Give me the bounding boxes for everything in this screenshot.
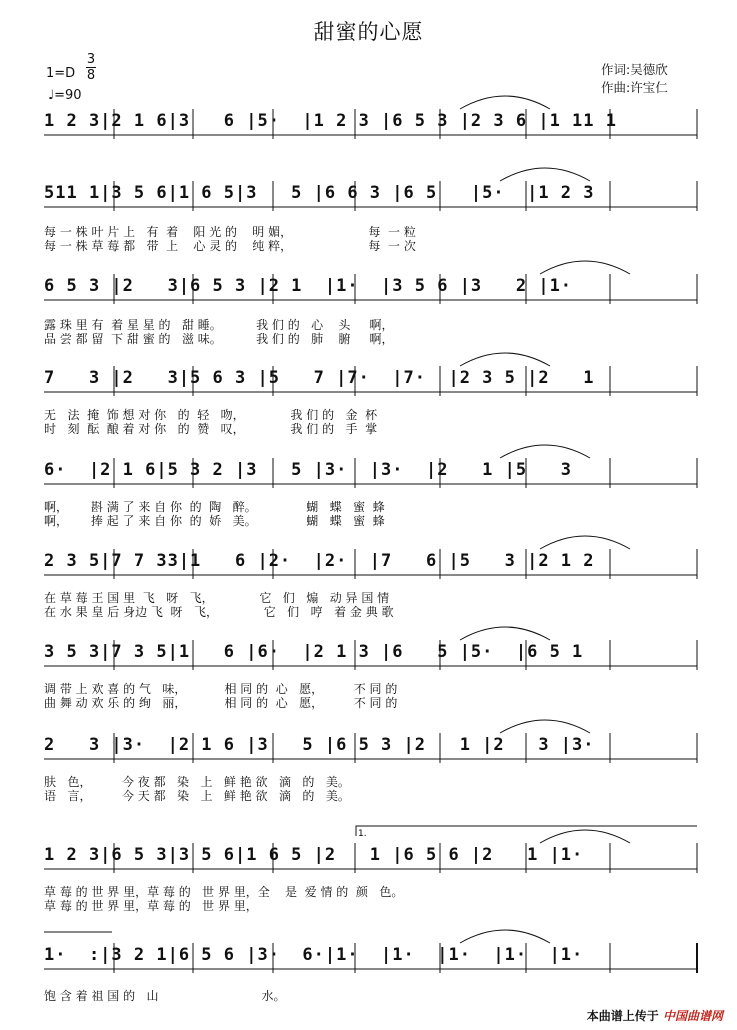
key-signature: 1=D [46,66,76,81]
note-line-1: 1 2 3|2 1 6|3 6 |5· |1 2 3 |6 5 3 |2 3 6 |1 11 1 [44,111,617,131]
lyric-line-6-2: 在 水 果 皇 后 身边 飞 呀 飞， 它 们 哼 着 金 典 歌 [44,605,394,619]
upload-footer [587,1007,723,1024]
lyric-line-9-2: 草 莓 的 世 界 里，草 莓 的 世 界 里， [44,899,258,913]
lyric-line-4-1: 无 法 掩 饰 想 对 你 的 轻 吻， 我 们 的 金 杯 [44,408,378,422]
site-logo: 中国曲谱网 [662,1009,723,1023]
tie-arc [540,261,630,274]
lyric-line-5-1: 啊， 斟 满 了 来 自 你 的 陶 醉。 蝴 蝶 蜜 蜂 [44,500,385,514]
lyricist-credit: 作词:吴德欣 [601,62,668,77]
tie-arc [540,536,630,549]
tie-arc [460,96,550,109]
lyric-line-3-2: 品 尝 都 留 下 甜 蜜 的 滋 味。 我 们 的 肺 腑 啊， [44,332,394,346]
time-signature [86,52,96,83]
tie-arc [540,830,630,843]
tie-arc [500,445,590,458]
lyric-line-8-2: 语 言， 今 天 都 染 上 鲜 艳 欲 滴 的 美。 [44,789,350,803]
tie-arc [500,168,590,181]
volta-bracket [356,826,697,836]
footer-text: 本曲谱上传于 [586,1009,659,1023]
tempo-mark: ♩=90 [48,88,82,103]
note-line-5: 6· |2 1 6|5 3 2 |3 5 |3· |3· |2 1 |5 3 [44,460,573,480]
note-line-8: 2 3 |3· |2 1 6 |3 5 |6 5 3 |2 1 |2 3 |3· [44,735,595,755]
tempo-value: =90 [54,88,82,103]
tie-arc [460,930,550,943]
lyric-line-2-2: 每 一 株 草 莓 都 带 上 心 灵 的 纯 粹， 每 一 次 [44,239,416,253]
lyric-line-4-2: 时 刻 酝 酿 着 对 你 的 赞 叹， 我 们 的 手 掌 [44,422,378,436]
lyric-line-2-1: 每 一 株 叶 片 上 有 着 阳 光 的 明 媚， 每 一 粒 [44,225,416,239]
note-line-4: 7 3 |2 3|5 6 3 |5 7 |7· |7· |2 3 5 |2 1 [44,368,595,388]
tie-arc [500,720,590,733]
lyric-line-7-2: 曲 舞 动 欢 乐 的 绚 丽， 相 同 的 心 愿， 不 同 的 [44,696,398,710]
note-line-6: 2 3 5|7 7 33|1 6 |2· |2· |7 6 |5 3 |2 1 2 [44,551,595,571]
note-line-3: 6 5 3 |2 3|6 5 3 |2 1 |1· |3 5 6 |3 2 |1· [44,276,573,296]
note-line-9: 1 2 3|6 5 3|3 5 6|1 6 5 |2 1 |6 5 6 |2 1 |1· [44,845,584,865]
volta-label: 1. [358,829,367,839]
lyric-line-8-1: 肤 色， 今 夜 都 染 上 鲜 艳 欲 滴 的 美。 [44,775,350,789]
meter-bottom: 8 [86,68,96,83]
note-line-2: 511 1|3 5 6|1 6 5|3 5 |6 6 3 |6 5 |5· |1 2 3 [44,183,595,203]
lyric-line-3-1: 露 珠 里 有 着 星 星 的 甜 睡。 我 们 的 心 头 啊， [44,318,394,332]
song-title: 甜蜜的心愿 [313,20,424,44]
lyric-line-6-1: 在 草 莓 王 国 里 飞 呀 飞， 它 们 煽 动 异 国 情 [44,591,390,605]
meter-top: 3 [86,52,96,67]
composer-credit: 作曲:许宝仁 [601,80,668,95]
tie-arc [460,353,550,366]
lyric-line-10-1: 饱 含 着 祖 国 的 山 水。 [44,989,286,1003]
note-line-7: 3 5 3|7 3 5|1 6 |6· |2 1 3 |6 5 |5· |6 5 1 [44,642,584,662]
lyric-line-9-1: 草 莓 的 世 界 里，草 莓 的 世 界 里，全 是 爱 情 的 颜 色。 [44,885,404,899]
lyric-line-5-2: 啊， 捧 起 了 来 自 你 的 娇 美。 蝴 蝶 蜜 蜂 [44,514,385,528]
tie-arc [460,627,550,640]
note-line-10: 1· :|3 2 1|6 5 6 |3· 6·|1· |1· |1· |1· |1· [44,945,584,965]
lyric-line-7-1: 调 带 上 欢 喜 的 气 味， 相 同 的 心 愿， 不 同 的 [44,682,398,696]
